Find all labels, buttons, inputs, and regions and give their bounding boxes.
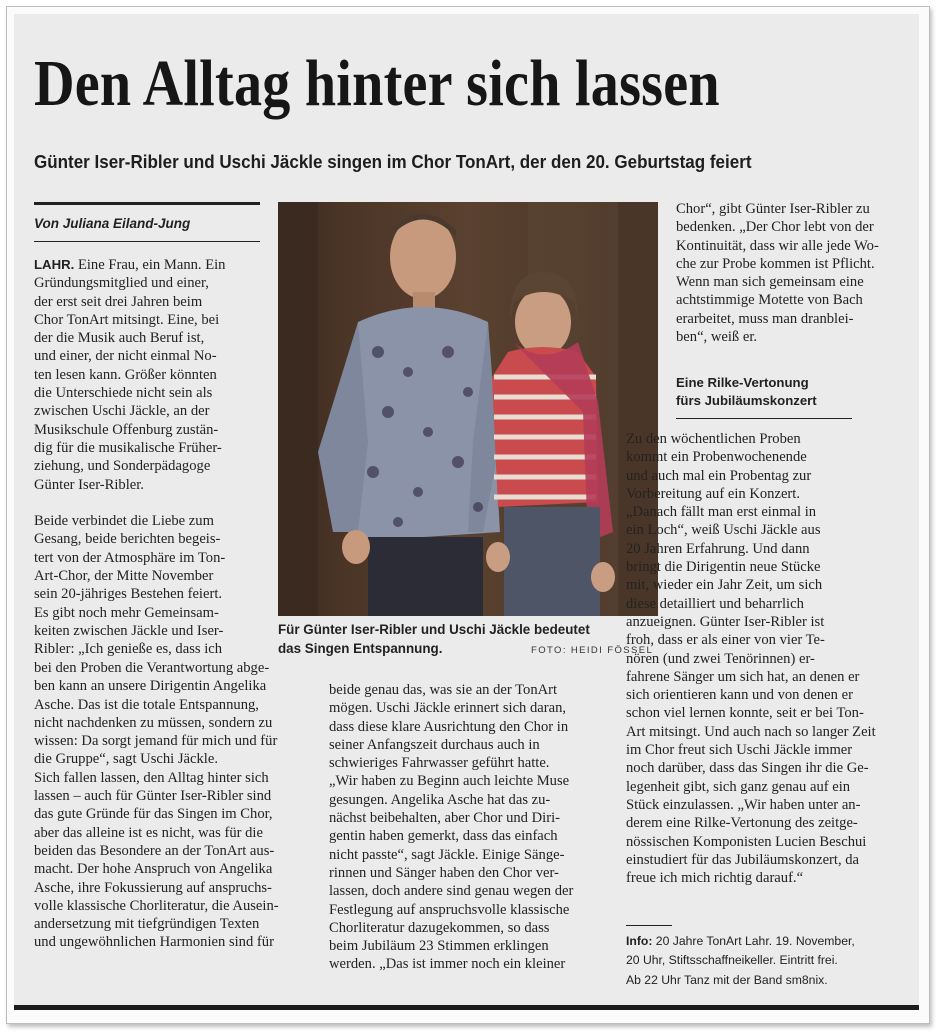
text-line: ziehung, und Sonderpädagoge [34, 458, 211, 475]
text-line: und einer, der nicht einmal No- [34, 348, 217, 365]
text-line: Wenn man sich gemeinsam eine [676, 274, 864, 291]
text-line: Es gibt noch mehr Gemeinsam- [34, 604, 219, 621]
text-line: „Wir haben zu Beginn auch leichte Muse [329, 773, 570, 790]
text-line: „Danach fällt man erst einmal in [626, 504, 817, 521]
text-line: diese detailliert und beharrlich [626, 595, 804, 612]
text-line: einstudiert für das Jubiläumskonzert, da [626, 851, 860, 868]
text-line: sich orientieren kann und von denen er [626, 687, 853, 704]
text-line: erarbeitet, muss man dranblei- [676, 310, 854, 327]
text-line: Zu den wöchentlichen Proben [626, 431, 801, 447]
text-line: anzueignen. Günter Iser-Ribler ist [626, 613, 825, 630]
text-line: aber das alleine ist es nicht, was für die [34, 824, 263, 841]
text-column-3-bottom [626, 430, 904, 887]
subheading-line-2: fürs Jubiläumskonzert [676, 393, 817, 408]
text-line: ten lesen kann. Größer könnten [34, 366, 217, 383]
text-column-1-bottom [34, 659, 312, 952]
text-line: zwischen Uschi Jäckle, an der [34, 403, 210, 420]
text-line: dig für die musikalische Früher- [34, 439, 222, 456]
text-line: noch darüber, dass das Singen ihr die Ge- [626, 760, 869, 777]
text-line: ben“, weiß er. [676, 329, 758, 346]
text-line: LAHR. Eine Frau, ein Mann. Ein [34, 257, 226, 273]
text-line: Chor TonArt mitsingt. Eine, bei [34, 311, 220, 328]
text-line: sein 20-jähriges Bestehen feiert. [34, 586, 223, 603]
subheadline: Günter Iser-Ribler und Uschi Jäckle singen im Chor TonArt, der den 20. Geburtstag feiert [34, 151, 752, 172]
text-line: lassen, doch andere sind genau wegen der [329, 883, 574, 900]
text-line: Art-Chor, der Mitte November [34, 568, 214, 585]
text-line: Gründungsmitglied und einer, [34, 275, 209, 292]
text-line: werden. „Das ist immer noch ein kleiner [329, 956, 566, 973]
text-line [34, 494, 260, 512]
text-line: das gute Gründe für das Singen im Chor, [34, 806, 273, 823]
text-line: schon viel lernen konnte, seit er bei Ton- [626, 705, 864, 722]
text-line: bringt die Dirigentin neue Stücke [626, 559, 821, 576]
text-line: bei den Proben die Verantwortung abge- [34, 660, 270, 676]
text-line: macht. Der hohe Anspruch von Angelika [34, 861, 273, 878]
text-line: Sich fallen lassen, den Alltag hinter sich [34, 769, 269, 786]
text-line: und ungewöhnlichen Harmonien sind für [34, 934, 274, 951]
text-line: beiden das Besondere an der TonArt aus- [34, 842, 275, 859]
text-line: gesungen. Angelika Asche hat das zu- [329, 791, 551, 808]
text-line: gentin haben gemerkt, dass das einfach [329, 828, 558, 845]
text-line: ben kann an unsere Dirigentin Angelika [34, 678, 267, 695]
text-line: Beide verbindet die Liebe zum [34, 513, 214, 530]
text-line: rinnen und Sänger haben den Chor ver- [329, 864, 559, 881]
text-line: mögen. Uschi Jäckle erinnert sich daran, [329, 700, 567, 717]
text-line: im Chor freut sich Uschi Jäckle immer [626, 742, 853, 759]
text-line: der erst seit drei Jahren beim [34, 293, 203, 310]
info-label: Info: [626, 934, 653, 948]
info-rule [626, 925, 672, 926]
text-line: derem eine Rilke-Vertonung des zeitge- [626, 815, 858, 832]
text-line: Günter Iser-Ribler. [34, 476, 144, 493]
info-line-1 [626, 932, 855, 951]
text-column-3-top [676, 200, 904, 346]
text-line: mit, wieder ein Jahr Zeit, um sich [626, 577, 823, 594]
text-line: Art mitsingt. Und auch nach so langer Zeit [626, 723, 876, 740]
info-line-2: 20 Uhr, Stiftsschaffneikeller. Eintritt frei. [626, 953, 838, 968]
newspaper-clipping [14, 14, 919, 1010]
dateline: LAHR. [34, 257, 75, 272]
text-line: nössischen Komponisten Lucien Beschui [626, 833, 867, 850]
text-line: tert von der Atmosphäre im Ton- [34, 549, 226, 566]
subheading-rule [676, 418, 852, 419]
photo-credit: FOTO: HEIDI FÖSSEL [531, 645, 654, 656]
text-line: lassen – auch für Günter Iser-Ribler sind [34, 788, 272, 805]
text-line: die Unterschiede nicht sein als [34, 385, 213, 402]
text-line: schwieriges Fahrwasser geführt hatte. [329, 755, 550, 772]
text-line: beim Jubiläum 23 Stimmen erklingen [329, 938, 549, 955]
text-line: Festlegung auf anspruchsvolle klassische [329, 901, 570, 918]
text-line: Chorliteratur dazugekommen, so dass [329, 919, 550, 936]
caption-line-1: Für Günter Iser-Ribler und Uschi Jäckle bedeutet [278, 622, 590, 637]
text-line: Asche, ihre Fokussierung auf anspruchs- [34, 879, 272, 896]
text-line: freue ich mich richtig darauf.“ [626, 870, 804, 887]
text-line: Kontinuität, dass wir alle jede Wo- [676, 237, 879, 254]
subheading-line-1: Eine Rilke-Vertonung [676, 375, 809, 390]
text-line: wissen: Da sorgt jemand für mich und für [34, 733, 278, 750]
text-line: seiner Anfangszeit durchaus auch in [329, 736, 540, 753]
headline: Den Alltag hinter sich lassen [34, 47, 720, 120]
text-line: dass diese klare Ausrichtung den Chor in [329, 718, 569, 735]
photo-choir-members [278, 202, 658, 616]
text-line: Asche. Das ist die totale Entspannung, [34, 696, 259, 713]
text-line: 20 Jahren Erfahrung. Und dann [626, 540, 810, 557]
text-line: volle klassische Chorliteratur, die Ausein- [34, 897, 279, 914]
text-line: nören (und zwei Tenörinnen) er- [626, 650, 815, 667]
section-subheading [676, 374, 817, 410]
text-line: Gesang, beide berichten begeis- [34, 531, 221, 548]
text-line: nicht nachdenken zu müssen, sondern zu [34, 714, 273, 731]
text-line: nächst beibehalten, aber Chor und Diri- [329, 810, 560, 827]
text-line: die Gruppe“, sagt Uschi Jäckle. [34, 751, 218, 768]
event-info [626, 932, 855, 990]
text-line: Vorbereitung auf ein Konzert. [626, 485, 800, 502]
text-line: kommt ein Probenwochenende [626, 449, 807, 466]
text-line: Chor“, gibt Günter Iser-Ribler zu [676, 201, 870, 217]
text-line: Musikschule Offenburg zustän- [34, 421, 219, 438]
text-line: andersetzung mit tiefgründigen Texten [34, 916, 260, 933]
text-line: keiten zwischen Jäckle und Iser- [34, 622, 224, 639]
text-line: der die Musik auch Beruf ist, [34, 330, 205, 347]
text-line: bedenken. „Der Chor lebt von der [676, 219, 874, 236]
text-line: legenheit gibt, sich ganz genau auf ein [626, 778, 851, 795]
text-line: fahrene Sänger um sich hat, an denen er [626, 668, 860, 685]
byline-rule-top [34, 202, 260, 205]
text-column-1 [34, 256, 260, 659]
byline: Von Juliana Eiland-Jung [34, 216, 191, 231]
text-line: beide genau das, was sie an der TonArt [329, 682, 558, 698]
text-line: nicht passte“, sagt Jäckle. Einige Sänge- [329, 846, 565, 863]
text-line: Stück einzulassen. „Wir haben unter an- [626, 796, 861, 813]
caption-line-2: das Singen Entspannung. [278, 641, 443, 656]
info-text-1: 20 Jahre TonArt Lahr. 19. November, [652, 934, 855, 948]
byline-rule-bottom [34, 241, 260, 242]
text-line: Ribler: „Ich genieße es, dass ich [34, 641, 223, 658]
text-line: und auch mal ein Probentag zur [626, 467, 812, 484]
text-line: che zur Probe kommen ist Pflicht. [676, 255, 875, 272]
text-line: froh, dass er als einer von vier Te- [626, 632, 825, 649]
text-line: achtstimmige Motette von Bach [676, 292, 863, 309]
text-column-2 [329, 681, 607, 974]
text-line: ein Loch“, weiß Uschi Jäckle aus [626, 522, 821, 539]
info-line-3: Ab 22 Uhr Tanz mit der Band sm8nix. [626, 972, 828, 987]
